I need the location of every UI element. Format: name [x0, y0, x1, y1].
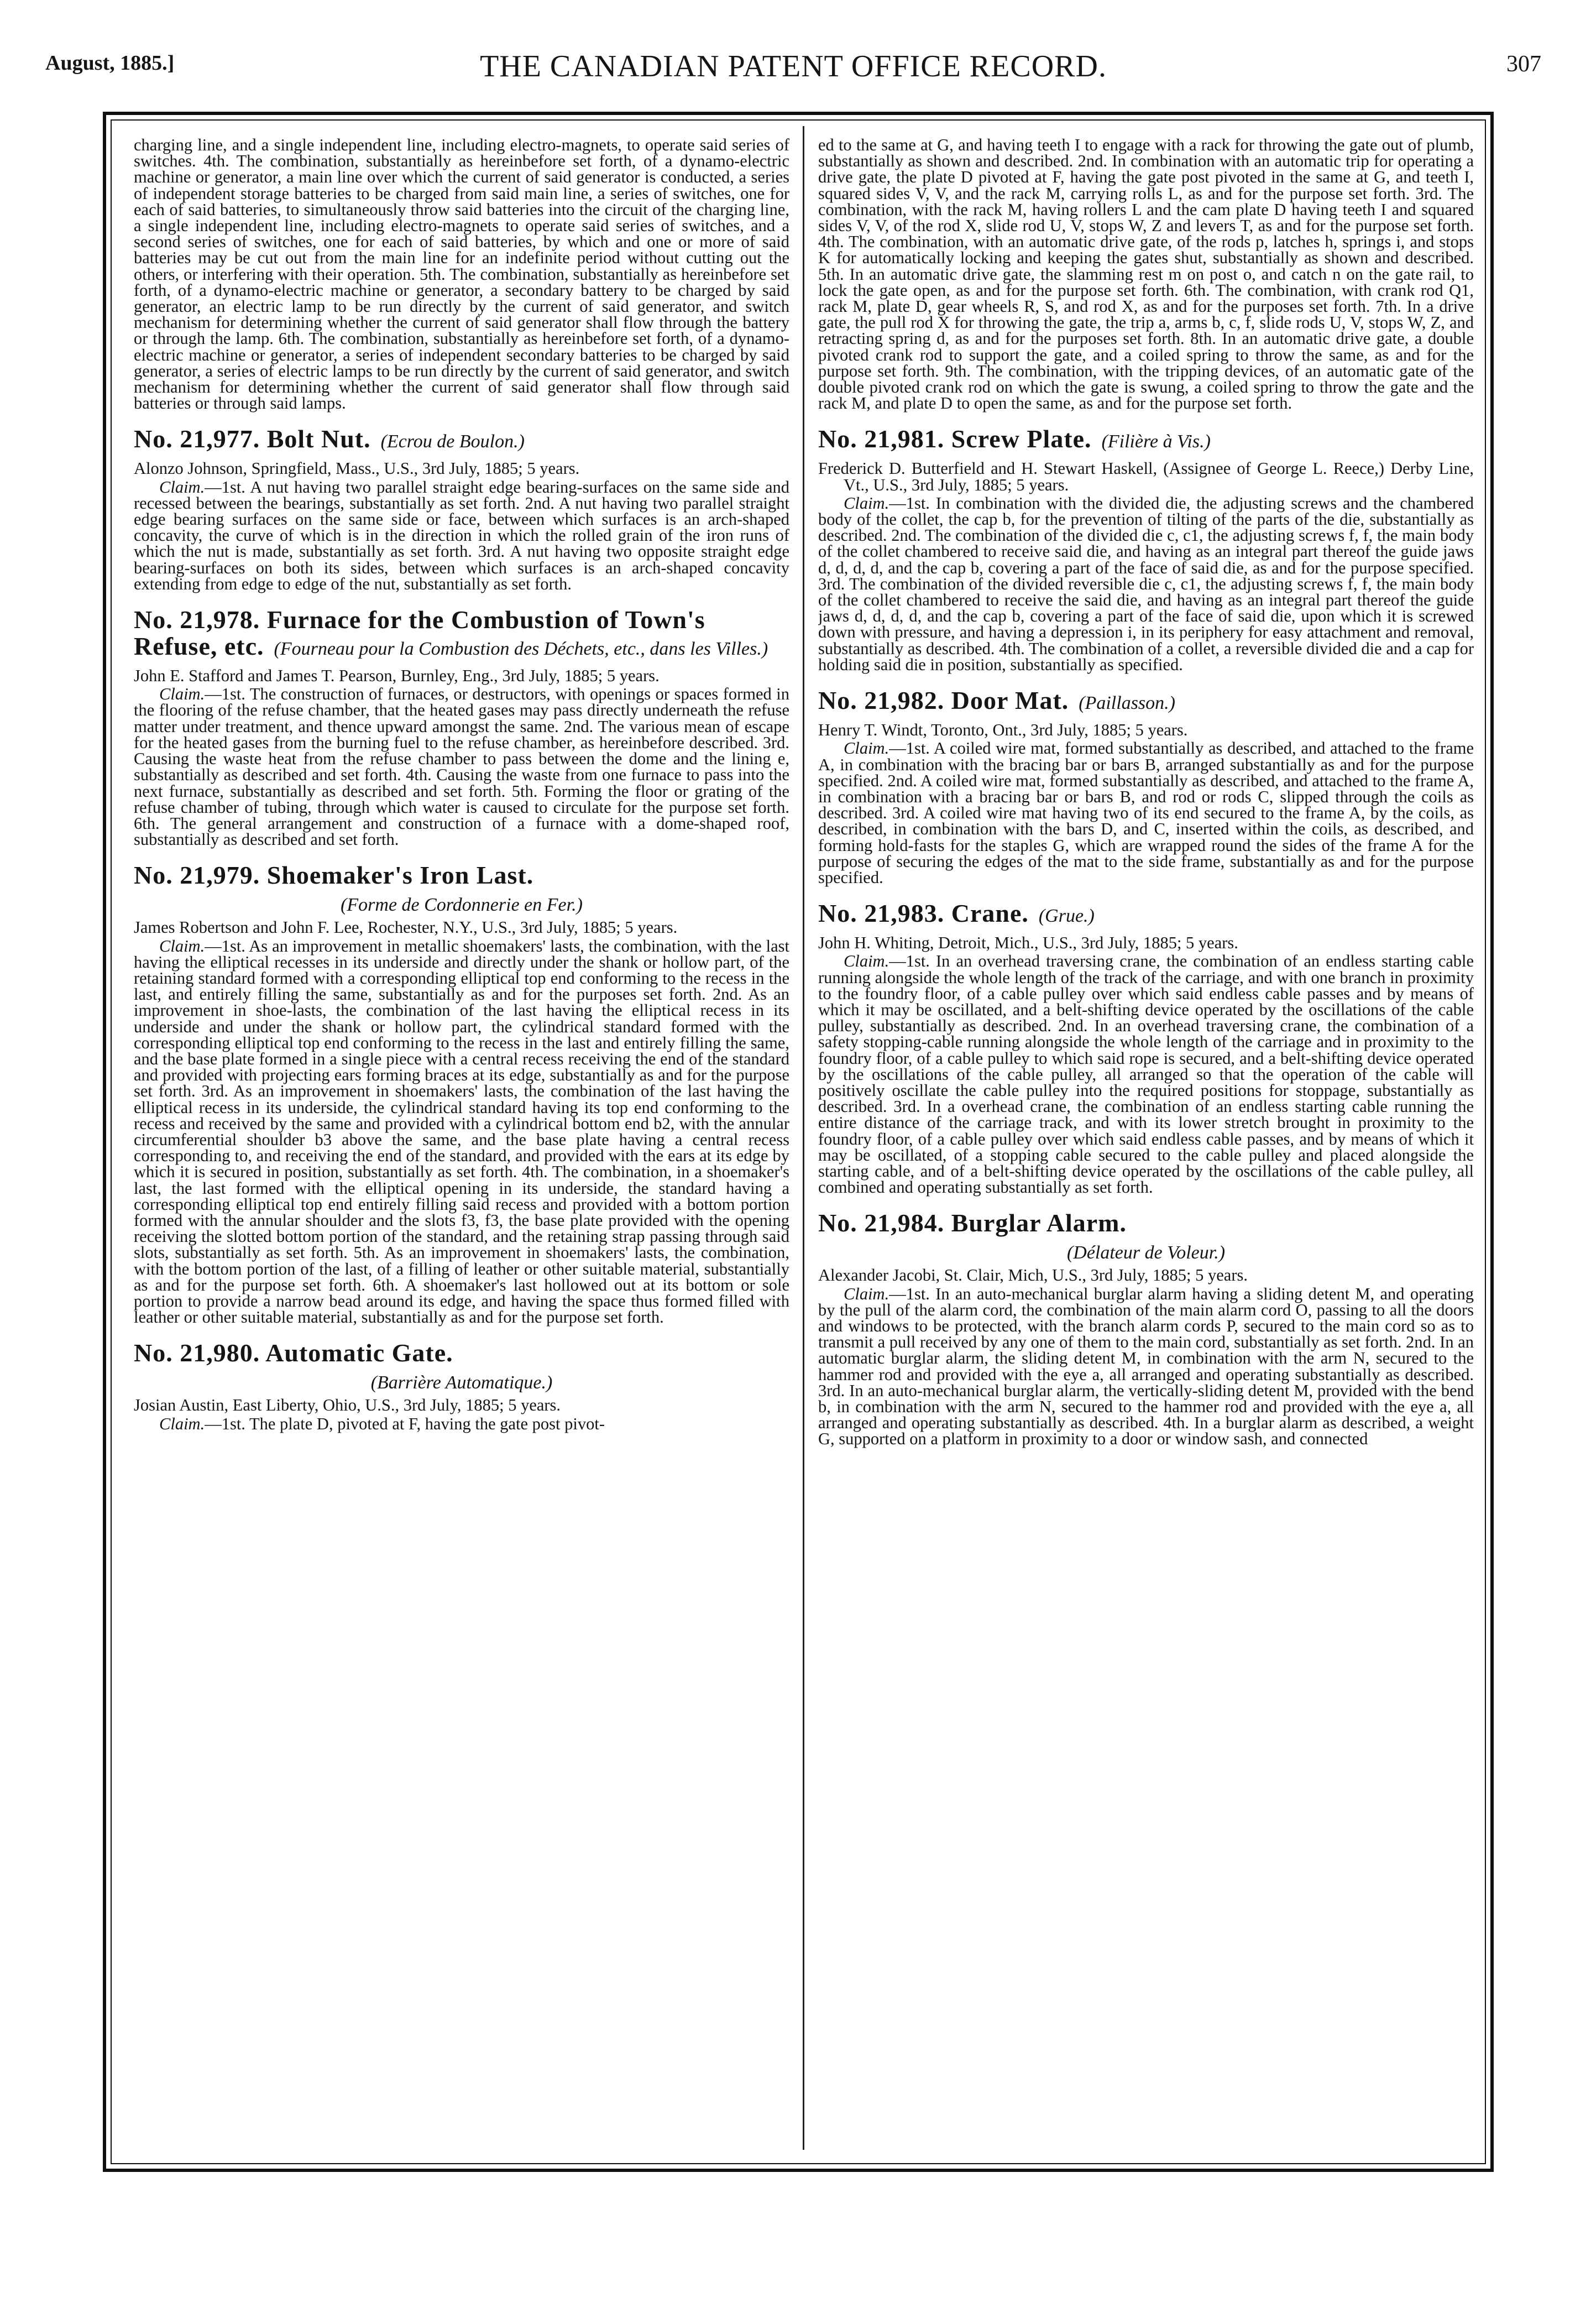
patent-inventor-info: James Robertson and John F. Lee, Rochester, N.Y., U.S., 3rd July, 1885; 5 years.	[134, 918, 678, 937]
french-title: (Forme de Cordonnerie en Fer.)	[341, 895, 583, 916]
patent-heading	[818, 900, 1474, 929]
patent-heading	[134, 426, 789, 455]
claim-label: Claim.	[844, 739, 889, 758]
claim-text: —1st. In an auto-mechanical burglar alarm having a sliding detent M, and operating by the pull of the alarm cord, the combination of the main alarm cord O, passing to all the doors and windows to be protected, with the branch alarm cords P, secured to the main cord so as to transmit a pull received by any one of them to the main cord, substantially as set forth. 2nd. In an automatic burglar alarm, the sliding detent M, in combination with the arm N, secured to the hammer rod and provided with the eye a, all arranged and operating substantially as described. 3rd. In an auto-mechanical burglar alarm, the vertically-sliding detent M, provided with the bend b, in combination with the arm N, secured to the hammer rod and provided with the eye a, all arranged and operating substantially as described. 4th. In a burglar alarm as described, a weight G, supported on a platform in proximity to a door or window sash, and connected	[818, 1284, 1474, 1449]
claim-label: Claim.	[844, 1284, 889, 1303]
patent-inventor-info: Henry T. Windt, Toronto, Ont., 3rd July, 1885; 5 years.	[818, 720, 1188, 740]
patent-heading	[818, 687, 1474, 717]
french-title: (Fourneau pour la Combustion des Déchets, etc., dans les Villes.)	[274, 639, 768, 660]
claim-text: —1st. In combination with the divided die, the adjusting screws and the chambered body of the collet, the cap b, for the prevention of tilting of the parts of the die, substantially as described. 2nd. The combination of the divided die c, c1, the adjusting screws f, f, the main body of the collet chambered to receive said die, and having as an integral part thereof the guide jaws d, d, d, d, and the cap b, covering a part of the face of said die, as and for the purpose specified. 3rd. The combination of the divided reversible die c, c1, the adjusting screws f, f, the main body of the collet chambered to receive the said die, and having as an integral part thereof the guide jaws d, d, d, d, and the cap b, covering a part of the face of said die, upon which it is screwed down with pressure, and having a depression i, in its periphery for easy attachment and removal, substantially as described. 4th. The combination of a collet, a reversible divided die and a cap for holding said die in position, substantially as specified.	[818, 493, 1474, 674]
claim-label: Claim.	[844, 952, 889, 971]
patent-entry-21980	[134, 1340, 789, 1432]
patent-inventor-info: Alexander Jacobi, St. Clair, Mich, U.S., 3rd July, 1885; 5 years.	[818, 1266, 1248, 1285]
claim-text: —1st. The plate D, pivoted at F, having the gate post pivot-	[205, 1414, 605, 1433]
patent-claim	[134, 479, 789, 592]
patent-number-title: No. 21,977. Bolt Nut.	[134, 425, 371, 453]
patent-claim	[134, 938, 789, 1326]
patent-inventor-info: John H. Whiting, Detroit, Mich., U.S., 3rd July, 1885; 5 years.	[818, 933, 1238, 953]
claim-label: Claim.	[159, 477, 205, 497]
patent-heading	[818, 426, 1474, 455]
french-title: (Ecrou de Boulon.)	[380, 431, 525, 452]
left-column	[134, 137, 789, 2139]
right-column	[818, 137, 1474, 2139]
page-header	[45, 51, 1541, 86]
french-title: (Barrière Automatique.)	[370, 1372, 553, 1393]
continued-claim-text: ed to the same at G, and having teeth I to engage with a rack for throwing the gate out of plumb, substantially as shown and described. 2nd. In combination with an automatic trip for operating a drive gate, the plate D pivoted at F, having the gate post pivoted in the same at G, and teeth I, squared sides V, V, and the rack M, carrying rolls L, as and for the purpose set forth. 3rd. The combination, with the rack M, having rollers L and the cam plate D having teeth I and squared sides V, V, of the rod X, slide rod U, V, stops W, Z and levers T, as and for the purpose set forth. 4th. The combination, with an automatic drive gate, of the rods p, latches h, springs i, and stops K for automatically locking and keeping the gates shut, substantially as shown and described. 5th. In an automatic drive gate, the slamming rest m on post o, and catch n on the gate rail, to lock the gate open, as and for the purpose set forth. 6th. The combination, with crank rod Q1, rack M, plate D, gear wheels R, S, and rod X, as and for the purposes set forth. 7th. In a drive gate, the pull rod X for throwing the gate, the trip a, arms b, c, f, slide rods U, V, stops W, Z, and retracting spring d, as and for the purposes set forth. 8th. In an automatic drive gate, a double pivoted crank rod to support the gate, and a coiled spring to throw the same, as and for the purpose set forth. 9th. The combination, with the tripping devices, of an automatic gate of the double pivoted crank rod on which the gate is swung, a coiled spring to throw the gate and the rack M, and plate D to open the same, as and for the purpose set forth.	[818, 137, 1474, 413]
patent-entry-21984	[818, 1210, 1474, 1447]
patent-entry-21979	[134, 862, 789, 1325]
patent-claim	[818, 953, 1474, 1195]
claim-text: —1st. The construction of furnaces, or destructors, with openings or spaces formed in the flooring of the refuse chamber, that the heated gases may pass directly underneath the refuse matter under treatment, and thence upward amongst the same. 2nd. The various mean of escape for the heated gases from the burning fuel to the refuse chamber, as hereinbefore described. 3rd. Causing the waste heat from the refuse chamber to pass between the dome and the lining e, substantially as described and set forth. 4th. Causing the waste from one furnace to pass into the next furnace, substantially as described and set forth. 5th. Forming the floor or grating of the refuse chamber of tubing, through which water is caused to circulate for the purpose set forth. 6th. The general arrangement and construction of a furnace with a dome-shaped roof, substantially as described and set forth.	[134, 685, 789, 849]
issue-date: August, 1885.]	[45, 51, 175, 75]
claim-text: —1st. In an overhead traversing crane, the combination of an endless starting cable running alongside the whole length of the track of the carriage, and with one branch in proximity to the foundry floor, of a cable pulley over which said endless cable passes and by means of which it may be oscillated, and a belt-shifting device operated by the oscillations of the cable pulley, substantially as described. 2nd. In an overhead traversing crane, the combination of a safety stopping-cable running alongside the whole length of the carriage and in proximity to the foundry floor, of a cable pulley to which said rope is secured, and a belt-shifting device operated by the oscillations of the cable pulley, all arranged so that the operation of the cable will positively oscillate the cable pulley into the required positions for stoppage, substantially as described. 3rd. In a overhead crane, the combination of an endless starting cable running the entire distance of the carriage track, and with its lower stretch brought in proximity to the foundry floor, of a cable pulley over which said endless cable passes, and by means of which it may be oscillated, of a stopping cable secured to the cable pulley and placed alongside the starting cable, and of a belt-shifting device operated by the oscillations of the cable pulley, all combined and operating substantially as set forth.	[818, 952, 1474, 1197]
french-title: (Paillasson.)	[1079, 693, 1175, 714]
patent-entry-21983	[818, 900, 1474, 1195]
patent-number-title: No. 21,981. Screw Plate.	[818, 425, 1092, 453]
french-title: (Délateur de Voleur.)	[1066, 1242, 1226, 1263]
patent-inventor-info: John E. Stafford and James T. Pearson, Burnley, Eng., 3rd July, 1885; 5 years.	[134, 666, 660, 686]
patent-claim	[818, 495, 1474, 673]
patent-inventor-info: Frederick D. Butterfield and H. Stewart Haskell, (Assignee of George L. Reece,) Derby Line, Vt., U.S., 3rd July, 1885; 5 years.	[818, 459, 1474, 494]
patent-heading: No. 21,980. Automatic Gate.	[134, 1339, 453, 1367]
patent-entry-21981	[818, 426, 1474, 673]
patent-entry-21977	[134, 426, 789, 592]
patent-claim	[818, 1286, 1474, 1448]
patent-inventor-info: Alonzo Johnson, Springfield, Mass., U.S., 3rd July, 1885; 5 years.	[134, 459, 580, 478]
french-title: (Filière à Vis.)	[1101, 431, 1211, 452]
patent-claim	[134, 1416, 789, 1432]
patent-number-title: No. 21,978. Furnace for the Combustion of Town's Refuse, etc.	[134, 605, 705, 661]
patent-number-title: No. 21,982. Door Mat.	[818, 686, 1069, 715]
patent-heading: No. 21,979. Shoemaker's Iron Last.	[134, 861, 534, 890]
french-title: (Grue.)	[1038, 906, 1095, 927]
patent-heading: No. 21,984. Burglar Alarm.	[818, 1209, 1127, 1237]
claim-label: Claim.	[159, 1414, 205, 1433]
claim-label: Claim.	[844, 493, 889, 513]
patent-inventor-info: Josian Austin, East Liberty, Ohio, U.S., 3rd July, 1885; 5 years.	[134, 1396, 561, 1415]
claim-text: —1st. A nut having two parallel straight edge bearing-surfaces on the same side and recessed between the bearings, substantially as set forth. 2nd. A nut having two parallel straight edge bearing surfaces on the same side or face, between which surfaces is an arch-shaped concavity, the curve of which is in the direction in which the rolled grain of the iron runs of which the nut is made, substantially as set forth. 3rd. A nut having two opposite straight edge bearing-surfaces on both its sides, between which surfaces is an arch-shaped concavity extending from edge to edge of the nut, substantially as set forth.	[134, 477, 789, 593]
page-number: 307	[1506, 51, 1541, 77]
claim-label: Claim.	[159, 936, 205, 955]
patent-number-title: No. 21,983. Crane.	[818, 899, 1029, 928]
claim-text: —1st. As an improvement in metallic shoemakers' lasts, the combination, with the last having the elliptical recesses in its underside and directly under the shank or hollow part, of the retaining standard formed with a corresponding elliptical top end conforming to the recess in the last, and entirely filling the same, substantially as and for the purposes set forth. 2nd. As an improvement in shoe-lasts, the combination of the last having the elliptical recess in its underside and under the shank or hollow part, the cylindrical standard formed with the corresponding elliptical top end conforming to the recess in the last and entirely filling the same, and the base plate formed in a single piece with a central recess receiving the end of the standard and provided with projecting ears forming braces at its edge, substantially as and for the purpose set forth. 3rd. As an improvement in shoemakers' lasts, the combination of the last having the elliptical recess in its underside, the cylindrical standard having its top end conforming to the recess and received by the same and provided with a cylindrical bottom end b2, with the annular circumferential shoulder b3 above the same, and the base plate having a central recess corresponding to, and receiving the end of the standard, and provided with the ears at its edge by which it is secured in position, substantially as set forth. 4th. The combination, in a shoemaker's last, the last formed with the elliptical opening in its underside, the standard having a corresponding elliptical top end entirely filling said recess and provided with a bottom portion formed with the annular shoulder and the slots f3, f3, the base plate provided with the opening receiving the slotted bottom portion of the standard, and the retaining strap passing through said slots, substantially as set forth. 5th. As an improvement in shoemakers' lasts, the combination, with the bottom portion of the last, of a filling of leather or other suitable material, substantially as and for the purpose set forth. 6th. A shoemaker's last hollowed out at its bottom or sole portion to provide a narrow bead around its edge, and having the space thus formed filled with leather or other suitable material, substantially as and for the purpose set forth.	[134, 936, 789, 1327]
patent-entry-21982	[818, 687, 1474, 886]
claim-text: —1st. A coiled wire mat, formed substantially as described, and attached to the frame A, in combination with the bracing bar or bars B, arranged substantially as and for the purpose specified. 2nd. A coiled wire mat, formed substantially as described, and attached to the frame A, in combination with a bracing bar or bars B, and rod or rods C, slipped through the coils as described. 3rd. A coiled wire mat having two of its end secured to the frame A, by the coils, as described, in combination with the bars D, and C, inserted within the coils, as described, and forming hold-fasts for the staples G, which are wrapped round the sides of the frame A for the purpose of securing the edges of the mat to the side frame, substantially as and for the purpose specified.	[818, 739, 1474, 887]
patent-entry-21978	[134, 607, 789, 848]
patent-claim	[818, 740, 1474, 886]
continued-claim-text: charging line, and a single independent line, including electro-magnets, to operate said series of switches. 4th. The combination, substantially as hereinbefore set forth, of a dynamo-electric machine or generator, a main line over which the current of said generator is conducted, a series of independent storage batteries to be charged from said main line, a series of switches, one for each of said batteries, to simultaneously throw said batteries into the circuit of the charging line, a single independent line, including electro-magnets to operate said series of switches, and a second series of switches, one for each of said batteries, by which and one or more of said batteries may be cut out from the main line for an indefinite period without cutting out the others, or interfering with their operation. 5th. The combination, substantially as hereinbefore set forth, of a dynamo-electric machine or generator, a secondary battery to be charged by said generator, an electric lamp to be run directly by the current of said generator, and switch mechanism for determining whether the current of said generator shall flow through the battery or through the lamp. 6th. The combination, substantially as hereinbefore set forth, of a dynamo-electric machine or generator, a series of independent secondary batteries to be charged by said generator, a series of electric lamps to be run directly by the current of said generator, and switch mechanism for determining whether the current of said generator shall flow through said batteries or through said lamps.	[134, 137, 789, 413]
patent-heading	[134, 607, 789, 662]
patent-claim	[134, 686, 789, 848]
column-divider	[803, 126, 804, 2150]
publication-title: THE CANADIAN PATENT OFFICE RECORD.	[480, 49, 1107, 83]
claim-label: Claim.	[159, 685, 205, 704]
